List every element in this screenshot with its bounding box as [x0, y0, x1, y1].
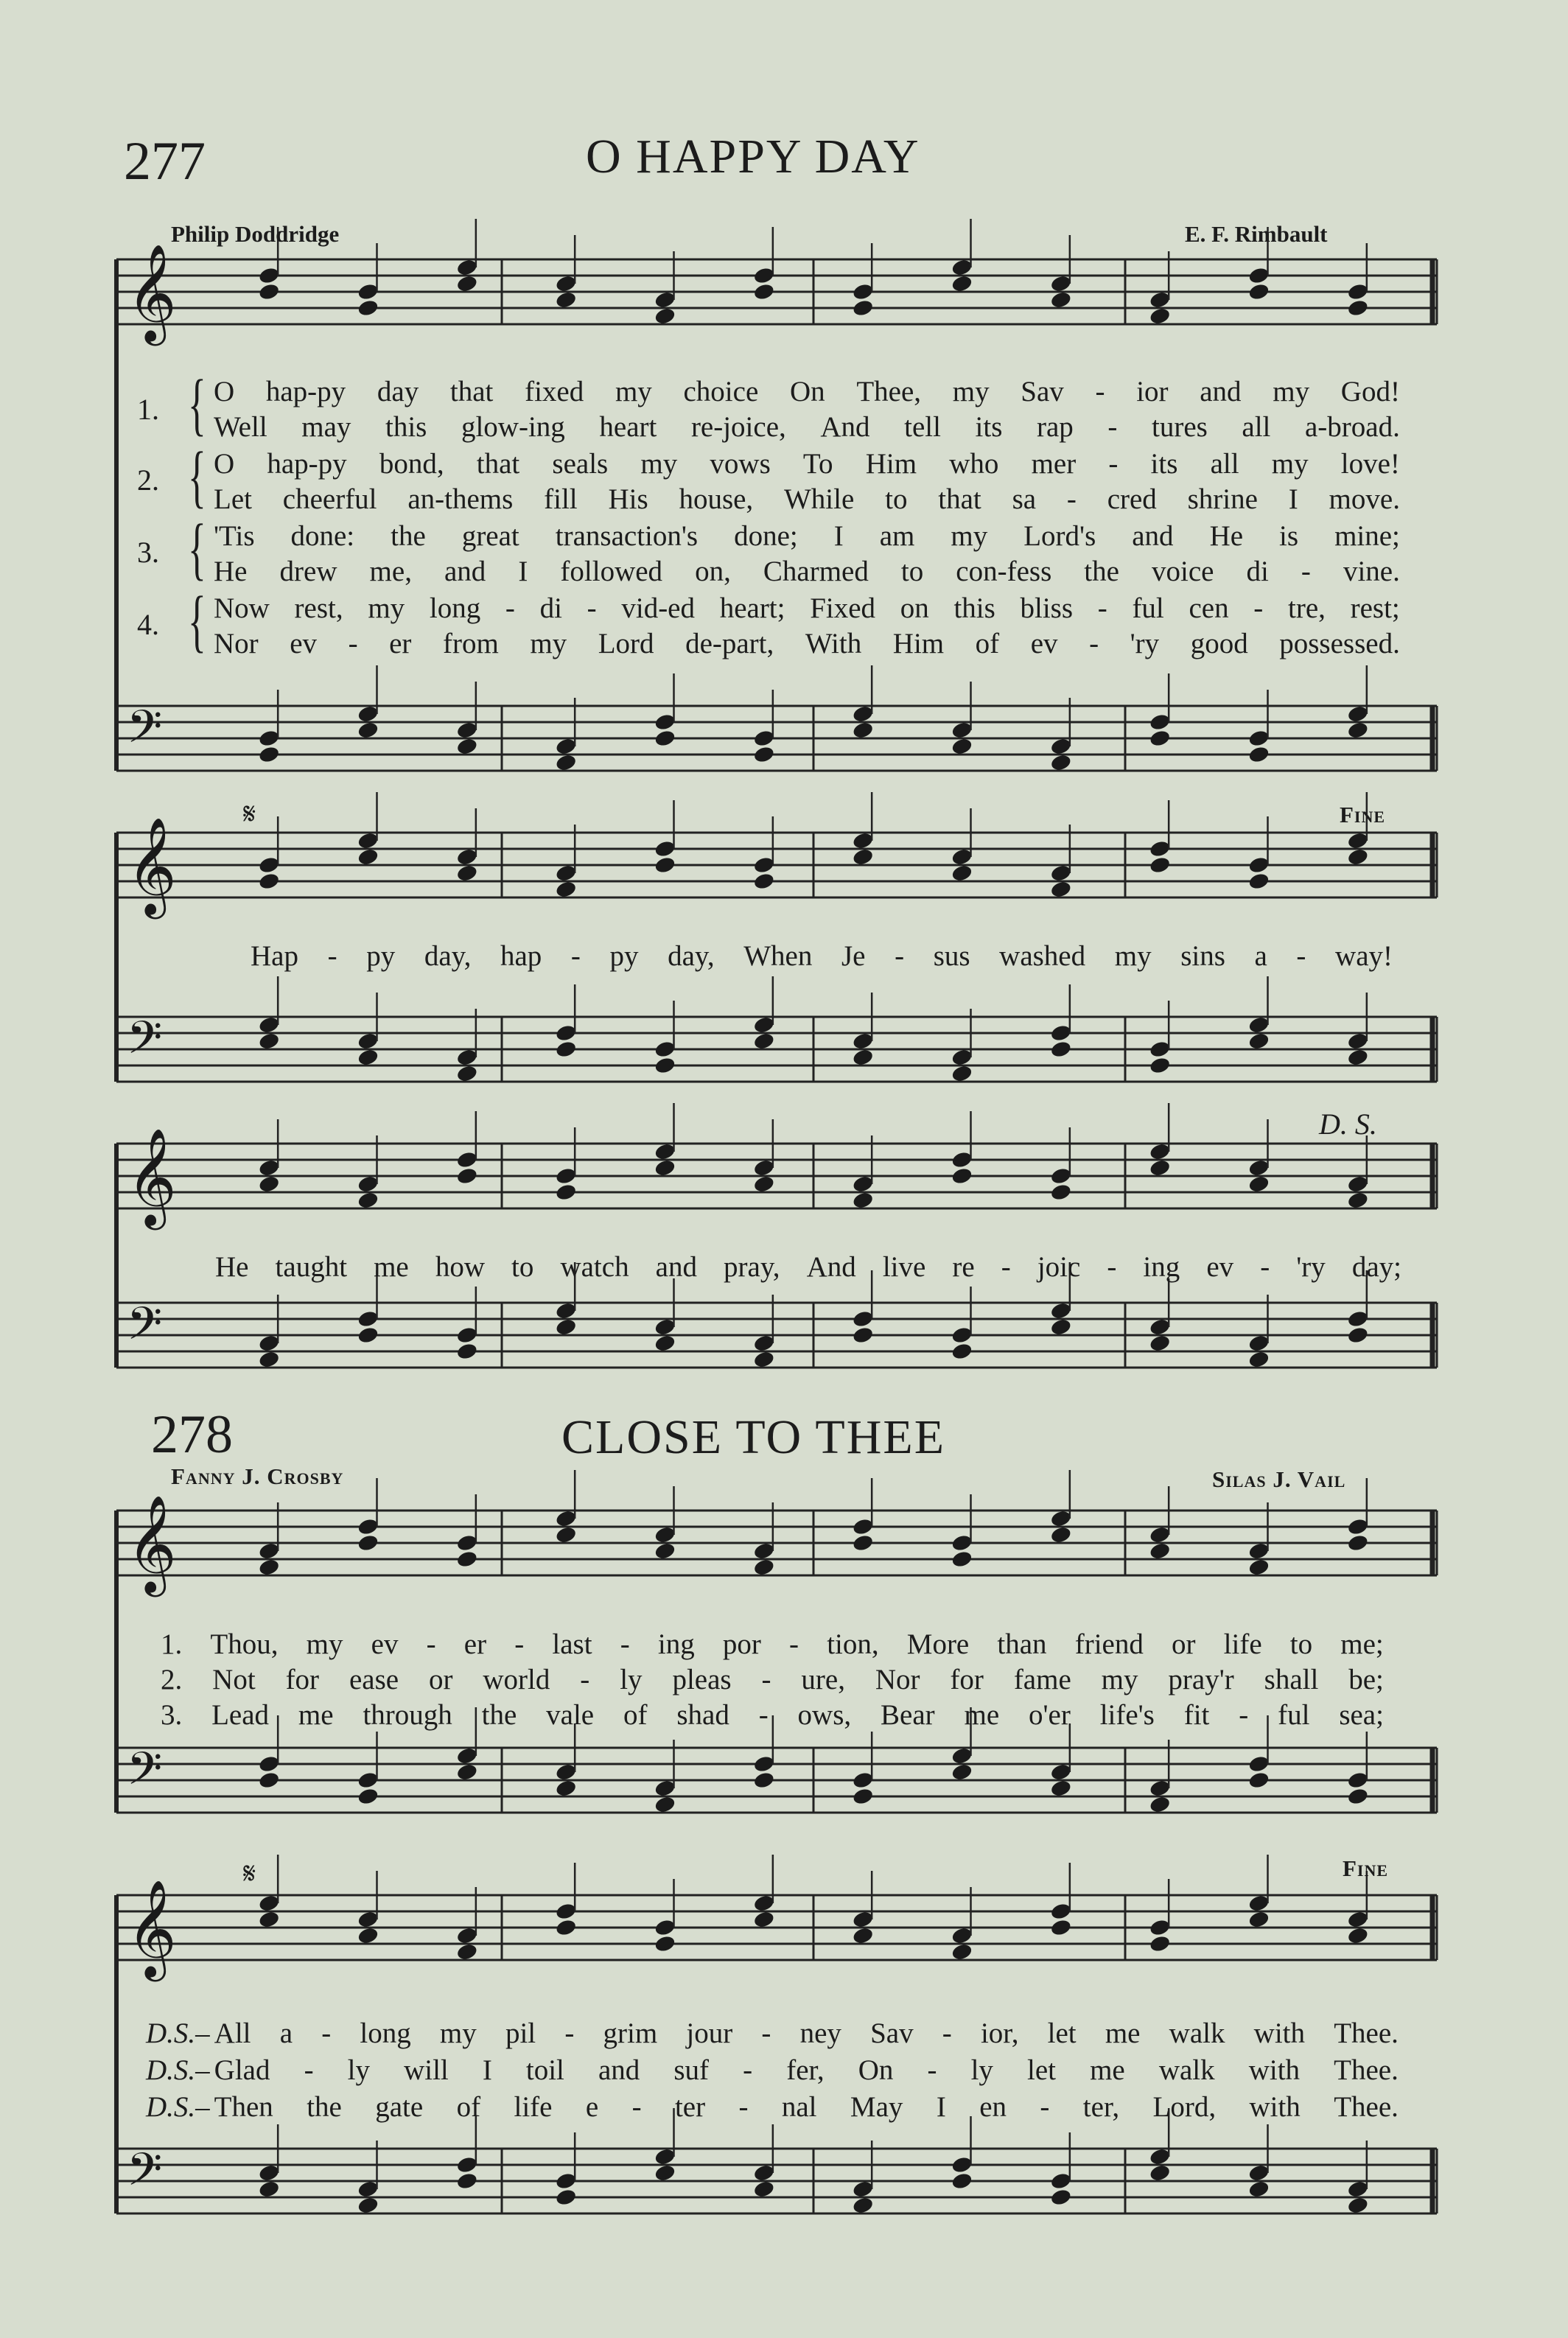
note-head [852, 847, 875, 867]
note-head [555, 2188, 578, 2207]
author-credit: Fanny J. Crosby [171, 1463, 344, 1489]
note-head [1247, 1158, 1270, 1177]
note-head [654, 729, 676, 748]
note-head [1347, 704, 1370, 724]
note-head [555, 1509, 578, 1528]
note-head [1247, 1032, 1270, 1051]
note-head [555, 1023, 578, 1043]
note-head [1247, 1894, 1270, 1913]
note-head [852, 282, 875, 301]
note-head [852, 1175, 875, 1194]
note-head [456, 1763, 479, 1782]
note-head [456, 1746, 479, 1765]
ds-prefix: D.S.– [146, 2017, 210, 2049]
note-head [1149, 1795, 1172, 1814]
note-head [951, 1763, 973, 1782]
verse-number: 1. [137, 393, 159, 426]
note-head [456, 2155, 479, 2174]
note-head [1050, 1166, 1073, 1186]
lyric-line: Nor ev - er from my Lord de-part, With Him of ev - 'ry good possessed. [214, 628, 1400, 659]
note-head [1347, 1326, 1370, 1345]
note-head [456, 258, 479, 277]
note-head [654, 1317, 676, 1337]
note-head [1247, 1541, 1270, 1561]
note-head [753, 1754, 776, 1774]
note-head [852, 1309, 875, 1329]
note-head [852, 1517, 875, 1536]
note-head [654, 1056, 676, 1075]
note-head [1247, 872, 1270, 891]
note-head [555, 1317, 578, 1337]
note-head [951, 1166, 973, 1186]
note-head [852, 721, 875, 740]
note-head [753, 1541, 776, 1561]
note-head [654, 1541, 676, 1561]
composer-credit: E. F. Rimbault [1185, 221, 1328, 247]
note-head [654, 307, 676, 326]
note-head [555, 1763, 578, 1782]
note-head [258, 1771, 281, 1790]
ds-lyric-line [146, 2016, 1399, 2051]
note-head [951, 1550, 973, 1569]
note-head [654, 839, 676, 858]
note-head [654, 1918, 676, 1937]
note-head [1149, 1056, 1172, 1075]
note-head [753, 1015, 776, 1035]
verse-number: 4. [137, 608, 159, 641]
note-head [555, 753, 578, 772]
lyric-line: 3. Lead me through the vale of shad - ows, Bear me o'er life's fit - ful sea; [161, 1699, 1384, 1731]
note-head [654, 1040, 676, 1059]
verse-number: 2. [137, 463, 159, 497]
verse-brace: { [188, 438, 206, 515]
note-head [456, 1942, 479, 1961]
note-head [555, 2171, 578, 2191]
ds-marker: D. S. [1319, 1107, 1377, 1141]
note-head [951, 274, 973, 293]
note-head [456, 1150, 479, 1169]
note-head [258, 1541, 281, 1561]
segno-icon: 𝄋 [243, 1857, 256, 1891]
note-head [852, 2180, 875, 2199]
note-head [456, 1926, 479, 1945]
note-head [258, 266, 281, 285]
note-head [951, 1533, 973, 1553]
note-head [1050, 1779, 1073, 1798]
note-head [1050, 737, 1073, 756]
note-head [1149, 2163, 1172, 2183]
note-head [555, 274, 578, 293]
note-head [1247, 1754, 1270, 1774]
note-head [951, 737, 973, 756]
note-head [357, 721, 379, 740]
note-head [555, 1918, 578, 1937]
note-head [753, 745, 776, 764]
note-head [258, 1334, 281, 1353]
bass-clef-icon: 𝄢 [127, 700, 163, 765]
note-head [357, 1032, 379, 1051]
lyric-line: 'Tis done: the great transaction's done; I am my Lord's and He is mine; [214, 520, 1400, 552]
note-head [852, 1326, 875, 1345]
note-head [1149, 290, 1172, 309]
note-head [258, 855, 281, 875]
ds-prefix: D.S.– [146, 2054, 210, 2086]
note-head [1247, 729, 1270, 748]
note-head [357, 1533, 379, 1553]
note-head [456, 721, 479, 740]
note-head [654, 290, 676, 309]
note-head [951, 258, 973, 277]
note-head [258, 2163, 281, 2183]
note-head [258, 1175, 281, 1194]
note-head [258, 1032, 281, 1051]
verse-number: 3. [137, 536, 159, 569]
note-head [258, 745, 281, 764]
note-head [852, 831, 875, 850]
note-head [1149, 713, 1172, 732]
note-head [951, 721, 973, 740]
treble-clef-icon: 𝄞 [127, 1127, 177, 1225]
note-head [753, 1175, 776, 1194]
note-head [951, 1942, 973, 1961]
note-head [1347, 1191, 1370, 1210]
note-head [654, 1334, 676, 1353]
note-head [1149, 1541, 1172, 1561]
note-head [456, 1533, 479, 1553]
ds-text [214, 2090, 1399, 2125]
note-head [357, 2196, 379, 2215]
note-head [258, 1754, 281, 1774]
note-head [1050, 1902, 1073, 1921]
note-head [258, 1158, 281, 1177]
note-head [456, 1048, 479, 1067]
note-head [1247, 745, 1270, 764]
note-head [852, 1910, 875, 1929]
note-head [1347, 1787, 1370, 1806]
ds-text [214, 2053, 1399, 2088]
ds-lyric-line [146, 2090, 1399, 2125]
note-head [654, 2163, 676, 2183]
note-head [852, 1533, 875, 1553]
ds-text [214, 2016, 1399, 2051]
note-head [456, 847, 479, 867]
note-head [852, 704, 875, 724]
note-head [555, 1040, 578, 1059]
lyric-line: Let cheerful an-thems fill His house, While to that sa - cred shrine I move. [214, 483, 1400, 515]
note-head [357, 1191, 379, 1210]
note-head [456, 1326, 479, 1345]
verse-brace: { [188, 511, 206, 587]
note-head [951, 2155, 973, 2174]
fine-marker: Fine [1340, 802, 1386, 827]
bridge-lyric: He taught me how to watch and pray, And live re - joic - ing ev - 'ry day; [215, 1251, 1401, 1283]
note-head [1050, 1317, 1073, 1337]
note-head [753, 1032, 776, 1051]
lyric-line: Now rest, my long - di - vid-ed heart; Fixed on this bliss - ful cen - tre, rest; [214, 592, 1400, 624]
note-head [555, 864, 578, 883]
note-head [951, 1342, 973, 1361]
note-head [357, 1771, 379, 1790]
note-head [357, 282, 379, 301]
note-head [654, 1779, 676, 1798]
note-head [1247, 1558, 1270, 1577]
lyric-line: O hap-py day that fixed my choice On Thee, my Sav - ior and my God! [214, 376, 1400, 407]
note-head [1347, 1926, 1370, 1945]
note-head [1149, 1525, 1172, 1544]
note-head [258, 729, 281, 748]
ds-text-content: Glad - ly will I toil and suf - fer, On - ly let me walk with Thee. [214, 2054, 1399, 2086]
note-head [1247, 1175, 1270, 1194]
note-head [555, 1525, 578, 1544]
note-head [1149, 2147, 1172, 2166]
note-head [1050, 1525, 1073, 1544]
note-head [654, 1934, 676, 1953]
note-head [1050, 1023, 1073, 1043]
note-head [852, 1032, 875, 1051]
verse-brace: { [188, 583, 206, 659]
note-head [951, 1746, 973, 1765]
note-head [753, 855, 776, 875]
note-head [753, 1894, 776, 1913]
note-head [1347, 1175, 1370, 1194]
note-head [555, 1183, 578, 1202]
note-head [555, 290, 578, 309]
note-head [1347, 1771, 1370, 1790]
note-head [1347, 1910, 1370, 1929]
note-head [357, 704, 379, 724]
note-head [1347, 2180, 1370, 2199]
note-head [1247, 266, 1270, 285]
note-head [1050, 1509, 1073, 1528]
note-head [852, 1926, 875, 1945]
hymn-title: O HAPPY DAY [586, 130, 920, 183]
note-head [1050, 1301, 1073, 1320]
note-head [1149, 1934, 1172, 1953]
note-head [555, 1902, 578, 1921]
note-head [1247, 2180, 1270, 2199]
note-head [1149, 1918, 1172, 1937]
note-head [753, 1158, 776, 1177]
segno-icon: 𝄋 [243, 797, 256, 831]
note-head [1347, 1048, 1370, 1067]
note-head [753, 872, 776, 891]
note-head [357, 2180, 379, 2199]
note-head [753, 729, 776, 748]
bass-clef-icon: 𝄢 [127, 2143, 163, 2208]
note-head [654, 713, 676, 732]
note-head [357, 1048, 379, 1067]
note-head [654, 1525, 676, 1544]
note-head [456, 1166, 479, 1186]
note-head [852, 1787, 875, 1806]
note-head [1347, 2196, 1370, 2215]
note-head [654, 855, 676, 875]
note-head [1050, 1918, 1073, 1937]
note-head [1149, 1779, 1172, 1798]
note-head [1347, 298, 1370, 318]
note-head [555, 737, 578, 756]
note-head [1050, 1040, 1073, 1059]
note-head [654, 2147, 676, 2166]
hymn-title: CLOSE TO THEE [561, 1410, 946, 1464]
note-head [1149, 729, 1172, 748]
treble-clef-icon: 𝄞 [127, 1879, 177, 1977]
note-head [1347, 1517, 1370, 1536]
note-head [357, 1787, 379, 1806]
ds-prefix: D.S.– [146, 2091, 210, 2123]
note-head [951, 1150, 973, 1169]
note-head [1149, 1040, 1172, 1059]
note-head [1149, 1317, 1172, 1337]
ds-lyric-line [146, 2053, 1399, 2088]
note-head [951, 2171, 973, 2191]
refrain-lyric: Hap - py day, hap - py day, When Je - sus washed my sins a - way! [251, 940, 1393, 972]
note-head [1247, 2163, 1270, 2183]
note-head [1050, 2188, 1073, 2207]
note-head [357, 1309, 379, 1329]
note-head [456, 864, 479, 883]
treble-clef-icon: 𝄞 [127, 243, 177, 341]
note-head [258, 282, 281, 301]
note-head [1347, 282, 1370, 301]
note-head [555, 1301, 578, 1320]
note-head [456, 1064, 479, 1083]
note-head [1247, 1350, 1270, 1369]
lyric-line: O hap-py bond, that seals my vows To Him who mer - its all my love! [214, 448, 1400, 480]
note-head [456, 737, 479, 756]
note-head [654, 1158, 676, 1177]
note-head [951, 1048, 973, 1067]
note-head [456, 1550, 479, 1569]
note-head [357, 1517, 379, 1536]
note-head [456, 2171, 479, 2191]
note-head [258, 1015, 281, 1035]
note-head [1149, 855, 1172, 875]
note-head [258, 1910, 281, 1929]
note-head [1149, 1142, 1172, 1161]
verse-brace: { [188, 366, 206, 443]
note-head [753, 266, 776, 285]
note-head [258, 1558, 281, 1577]
note-head [357, 298, 379, 318]
note-head [1247, 1015, 1270, 1035]
note-head [1149, 307, 1172, 326]
fine-marker: Fine [1343, 1855, 1389, 1881]
note-head [258, 872, 281, 891]
note-head [951, 847, 973, 867]
note-head [1347, 721, 1370, 740]
note-head [1247, 1334, 1270, 1353]
note-head [654, 1795, 676, 1814]
ds-text-content: Then the gate of life e - ter - nal May I en - ter, Lord, with Thee. [214, 2091, 1399, 2123]
note-head [852, 1048, 875, 1067]
note-head [258, 2180, 281, 2199]
note-head [357, 1910, 379, 1929]
author-credit: Philip Doddridge [171, 221, 340, 247]
note-head [753, 2180, 776, 2199]
note-head [357, 1326, 379, 1345]
note-head [1149, 1334, 1172, 1353]
note-head [951, 1926, 973, 1945]
note-head [1247, 855, 1270, 875]
note-head [1149, 839, 1172, 858]
note-head [852, 2196, 875, 2215]
note-head [753, 1910, 776, 1929]
note-head [1247, 1771, 1270, 1790]
note-head [951, 1064, 973, 1083]
bass-clef-icon: 𝄢 [127, 1297, 163, 1362]
note-head [357, 1175, 379, 1194]
note-head [753, 1558, 776, 1577]
note-head [753, 282, 776, 301]
note-head [1050, 274, 1073, 293]
note-head [753, 1350, 776, 1369]
note-head [357, 1926, 379, 1945]
note-head [852, 298, 875, 318]
note-head [456, 1342, 479, 1361]
hymn-number: 278 [151, 1404, 233, 1465]
note-head [1050, 1183, 1073, 1202]
note-head [1347, 847, 1370, 867]
note-head [456, 274, 479, 293]
treble-clef-icon: 𝄞 [127, 1494, 177, 1592]
note-head [1149, 1158, 1172, 1177]
lyric-line: 1. Thou, my ev - er - last - ing por - tion, More than friend or life to me; [161, 1628, 1384, 1660]
note-head [357, 831, 379, 850]
composer-credit: Silas J. Vail [1212, 1466, 1346, 1492]
note-head [357, 847, 379, 867]
note-head [753, 2163, 776, 2183]
note-head [654, 1142, 676, 1161]
note-head [951, 1326, 973, 1345]
note-head [1347, 1533, 1370, 1553]
note-head [1247, 1910, 1270, 1929]
note-head [258, 1894, 281, 1913]
note-head [1050, 753, 1073, 772]
note-head [1050, 2171, 1073, 2191]
lyric-line: He drew me, and I followed on, Charmed to con-fess the voice di - vine. [214, 556, 1400, 587]
note-head [1050, 880, 1073, 899]
note-head [1347, 1032, 1370, 1051]
note-head [1050, 1763, 1073, 1782]
note-head [1050, 864, 1073, 883]
ds-text-content: All a - long my pil - grim jour - ney Sav - ior, let me walk with Thee. [214, 2017, 1399, 2049]
hymn-number: 277 [124, 131, 206, 192]
note-head [555, 1779, 578, 1798]
note-head [852, 1771, 875, 1790]
note-head [1347, 1309, 1370, 1329]
treble-clef-icon: 𝄞 [127, 816, 177, 914]
bass-clef-icon: 𝄢 [127, 1742, 163, 1807]
note-head [555, 880, 578, 899]
note-head [1347, 831, 1370, 850]
note-head [753, 1771, 776, 1790]
note-head [258, 1350, 281, 1369]
note-head [555, 1166, 578, 1186]
bass-clef-icon: 𝄢 [127, 1011, 163, 1076]
lyric-line: Well may this glow-ing heart re-joice, And tell its rap - tures all a-broad. [214, 411, 1400, 443]
note-head [753, 1334, 776, 1353]
note-head [951, 864, 973, 883]
note-head [852, 1191, 875, 1210]
note-head [1050, 290, 1073, 309]
note-head [1247, 282, 1270, 301]
lyric-line: 2. Not for ease or world - ly pleas - ure, Nor for fame my pray'r shall be; [161, 1664, 1384, 1695]
